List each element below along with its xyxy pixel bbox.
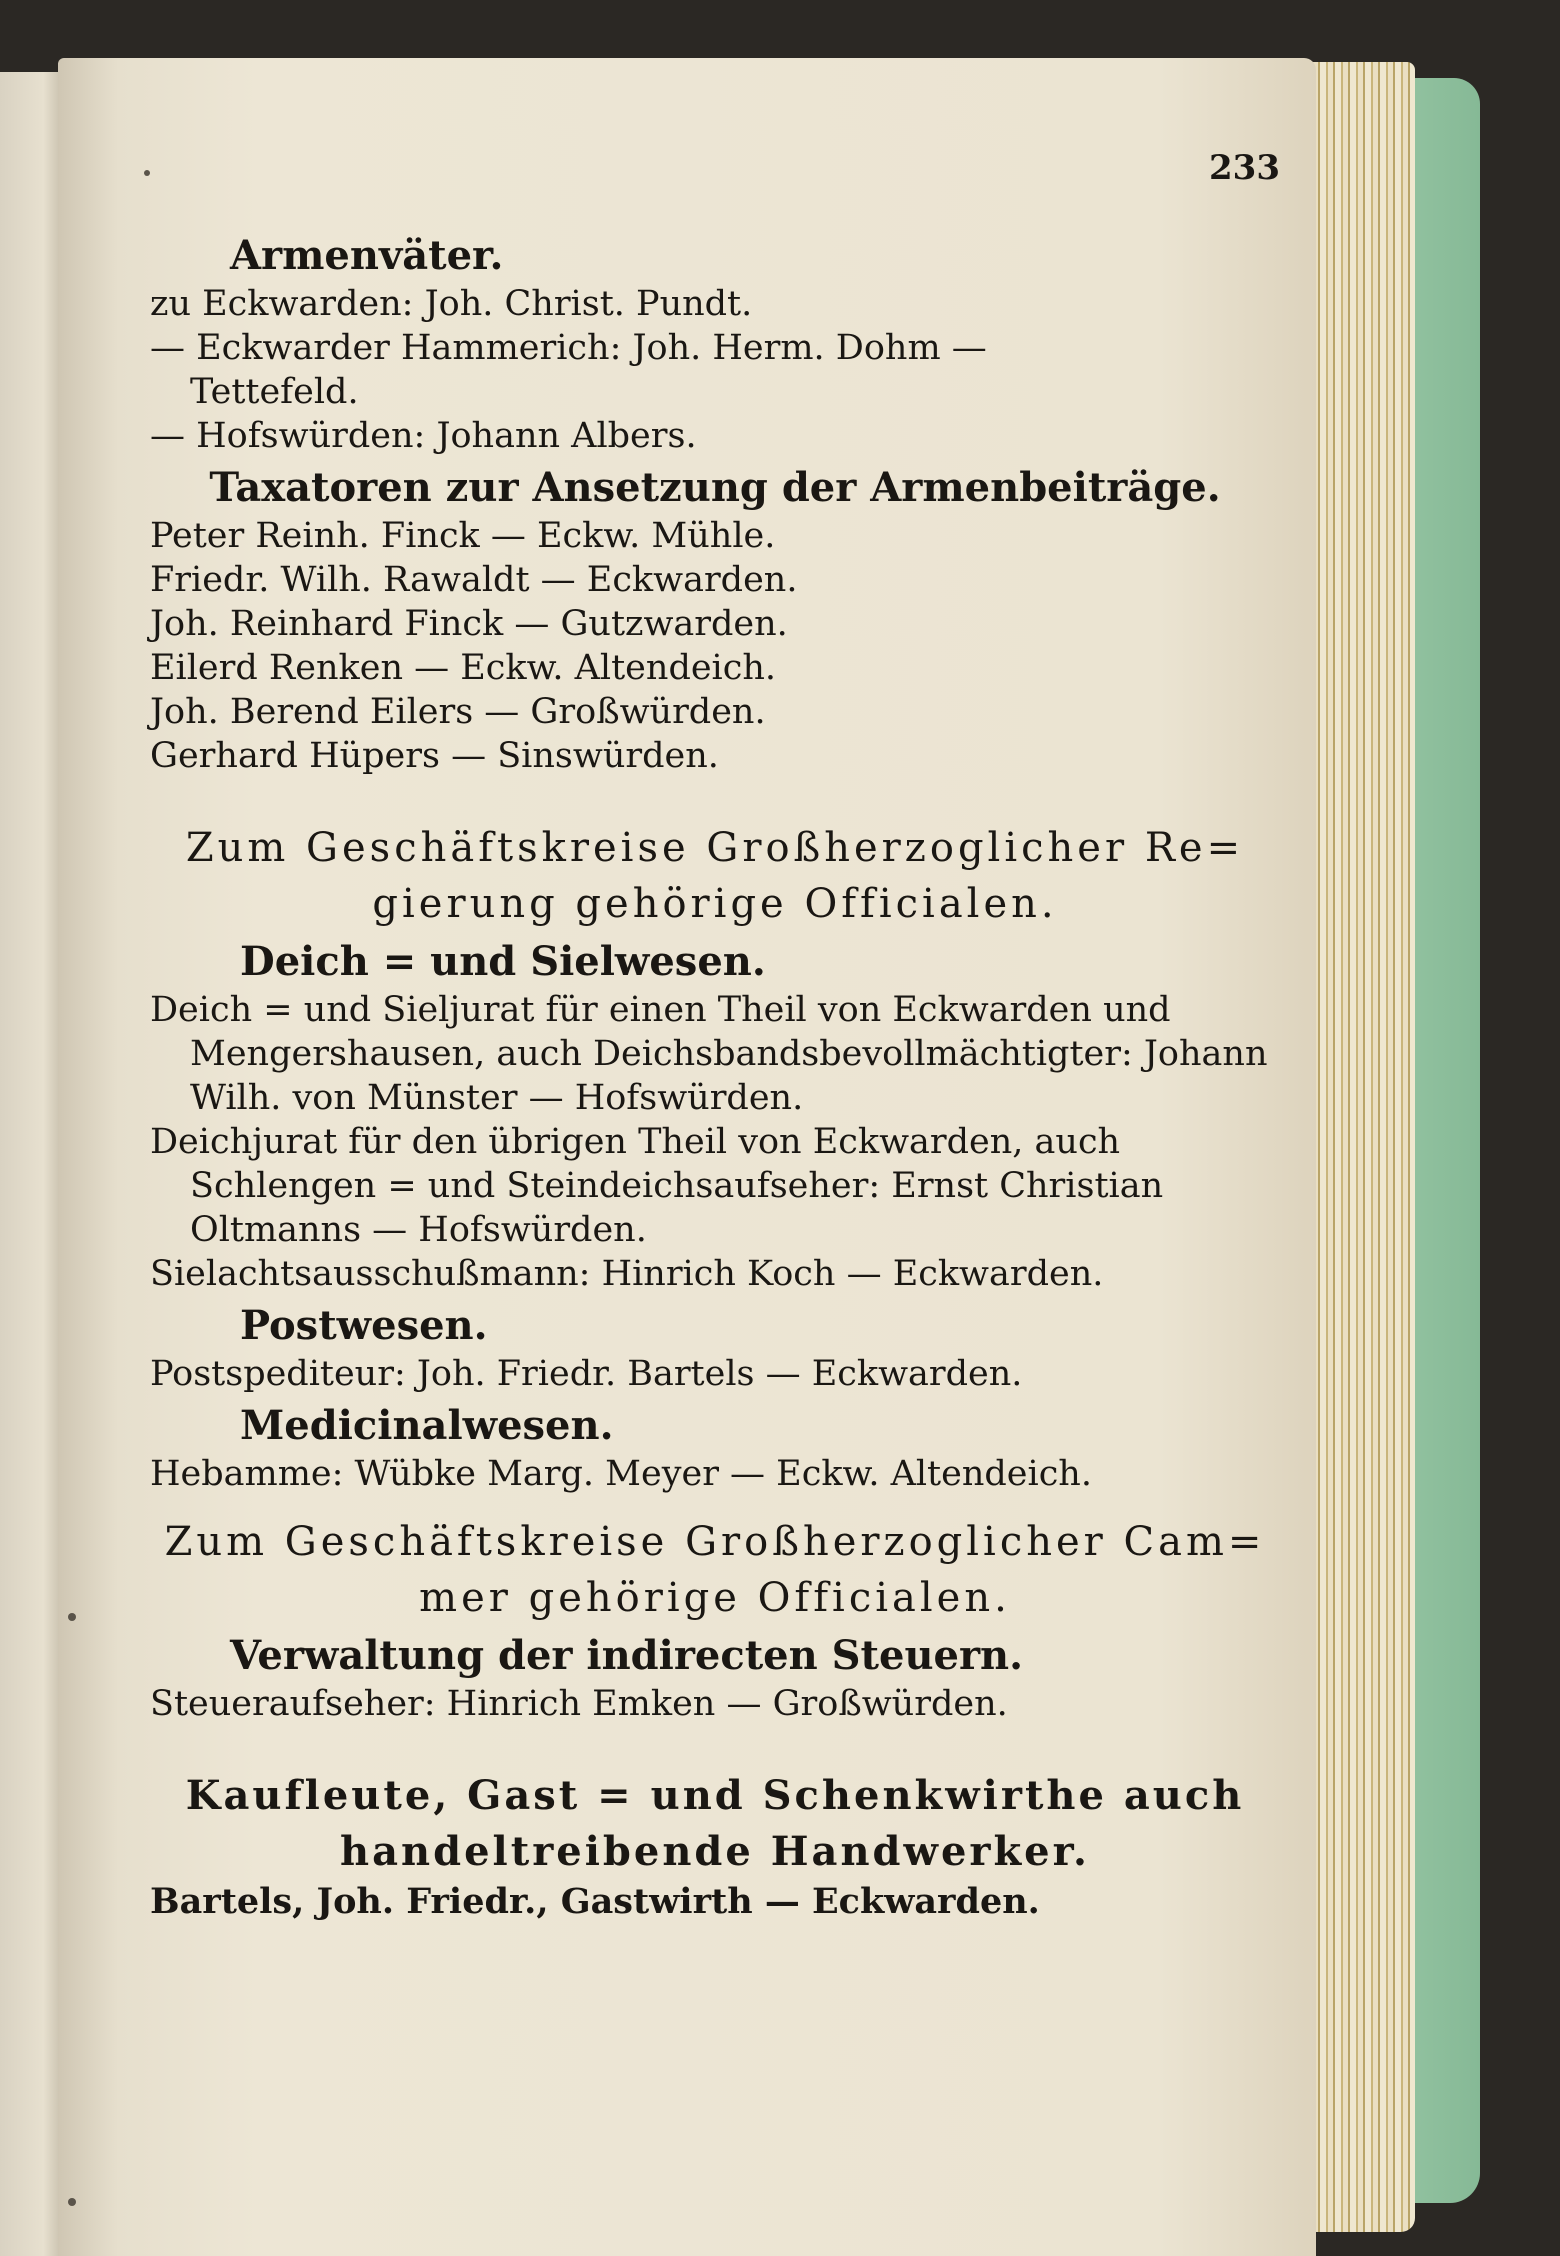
section-title-kaufleute: Kaufleute, Gast = und Schenkwirthe auch	[185, 1772, 1245, 1819]
list-item: Joh. Reinhard Finck — Gutzwarden.	[150, 604, 788, 644]
list-item: Deich = und Sieljurat für einen Theil von Eckwarden und	[150, 990, 1171, 1030]
list-item: Joh. Berend Eilers — Großwürden.	[150, 692, 766, 732]
list-item: Steueraufseher: Hinrich Emken — Großwürden.	[150, 1684, 1008, 1724]
list-item: — Hofswürden: Johann Albers.	[150, 416, 697, 456]
section-title-deich: Deich = und Sielwesen.	[240, 938, 766, 985]
list-item: Postspediteur: Joh. Friedr. Bartels — Eckwarden.	[150, 1354, 1023, 1394]
section-title-post: Postwesen.	[240, 1302, 488, 1349]
page-number: 233	[1209, 148, 1280, 188]
section-title-regierung: gierung gehörige Officialen.	[372, 881, 1058, 927]
section-title-regierung: Zum Geschäftskreise Großherzoglicher Re=	[185, 825, 1245, 871]
list-item: Deichjurat für den übrigen Theil von Eckwarden, auch	[150, 1122, 1121, 1162]
list-item: Oltmanns — Hofswürden.	[190, 1210, 647, 1250]
list-item: Gerhard Hüpers — Sinswürden.	[150, 736, 719, 776]
ink-dot	[68, 1613, 76, 1621]
list-item: Friedr. Wilh. Rawaldt — Eckwarden.	[150, 560, 798, 600]
book-page	[58, 58, 1316, 2256]
list-item: — Eckwarder Hammerich: Joh. Herm. Dohm —	[150, 328, 987, 368]
left-page-edge	[0, 72, 62, 2256]
list-item: Sielachtsausschußmann: Hinrich Koch — Eckwarden.	[150, 1254, 1104, 1294]
section-title-armenvaeter: Armenväter.	[230, 232, 504, 279]
list-item: Schlengen = und Steindeichsaufseher: Ernst Christian	[190, 1166, 1164, 1206]
section-title-steuern: Verwaltung der indirecten Steuern.	[230, 1632, 1024, 1679]
ink-dot	[68, 2198, 76, 2206]
list-item: zu Eckwarden: Joh. Christ. Pundt.	[150, 284, 753, 324]
list-item: Eilerd Renken — Eckw. Altendeich.	[150, 648, 777, 688]
list-item: Hebamme: Wübke Marg. Meyer — Eckw. Altendeich.	[150, 1454, 1092, 1494]
section-title-kaufleute: handeltreibende Handwerker.	[340, 1828, 1090, 1875]
section-title-taxatoren: Taxatoren zur Ansetzung der Armenbeiträge.	[209, 464, 1221, 511]
list-item: Mengershausen, auch Deichsbandsbevollmächtigter: Johann	[190, 1034, 1268, 1074]
list-item: Bartels, Joh. Friedr., Gastwirth — Eckwarden.	[150, 1881, 1040, 1922]
section-title-cammer: Zum Geschäftskreise Großherzoglicher Cam=	[164, 1519, 1266, 1565]
list-item: Peter Reinh. Finck — Eckw. Mühle.	[150, 516, 776, 556]
section-title-medicinal: Medicinalwesen.	[240, 1402, 614, 1449]
page-content	[150, 148, 1280, 1924]
section-title-cammer: mer gehörige Officialen.	[419, 1575, 1011, 1621]
list-item: Wilh. von Münster — Hofswürden.	[190, 1078, 804, 1118]
list-item: Tettefeld.	[190, 372, 359, 412]
